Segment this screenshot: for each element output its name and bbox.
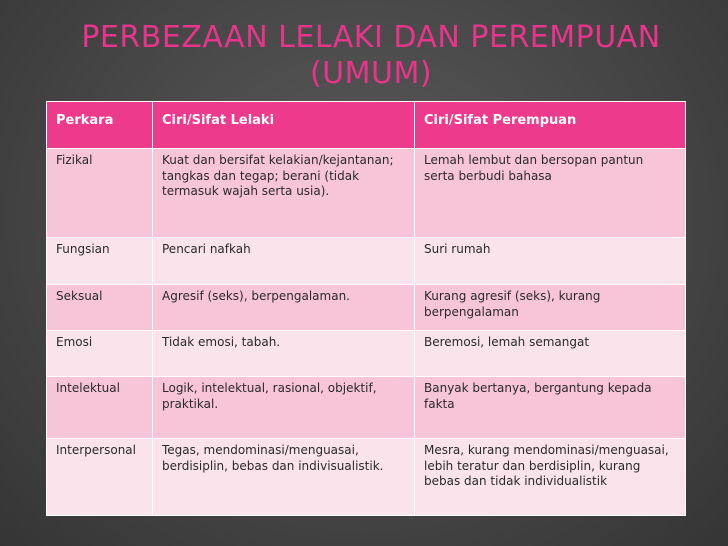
- cell-perkara: Intelektual: [47, 377, 153, 439]
- cell-perempuan: Banyak bertanya, bergantung kepada fakta: [415, 377, 686, 439]
- cell-perkara: Interpersonal: [47, 439, 153, 516]
- table-header-row: [47, 102, 686, 149]
- cell-perkara: Fungsian: [47, 238, 153, 285]
- cell-lelaki: Pencari nafkah: [153, 238, 415, 285]
- comparison-table-container: [46, 101, 685, 516]
- cell-lelaki: Agresif (seks), berpengalaman.: [153, 285, 415, 331]
- cell-perempuan: Beremosi, lemah semangat: [415, 331, 686, 377]
- slide-title: PERBEZAAN LELAKI DAN PEREMPUAN (UMUM): [81, 20, 661, 91]
- cell-lelaki: Logik, intelektual, rasional, objektif, praktikal.: [153, 377, 415, 439]
- table-row: [47, 439, 686, 516]
- header-perkara: Perkara: [47, 102, 153, 149]
- cell-lelaki: Tidak emosi, tabah.: [153, 331, 415, 377]
- header-ciri-perempuan: Ciri/Sifat Perempuan: [415, 102, 686, 149]
- cell-lelaki: Tegas, mendominasi/menguasai, berdisiplin, bebas dan indivisualistik.: [153, 439, 415, 516]
- header-ciri-lelaki: Ciri/Sifat Lelaki: [153, 102, 415, 149]
- cell-lelaki: Kuat dan bersifat kelakian/kejantanan; tangkas dan tegap; berani (tidak termasuk wajah serta usia).: [153, 149, 415, 238]
- table-row: [47, 377, 686, 439]
- table-row: [47, 149, 686, 238]
- comparison-table: [46, 101, 686, 516]
- cell-perempuan: Mesra, kurang mendominasi/menguasai, lebih teratur dan berdisiplin, kurang bebas dan tidak individualistik: [415, 439, 686, 516]
- table-row: [47, 285, 686, 331]
- table-row: [47, 331, 686, 377]
- cell-perkara: Seksual: [47, 285, 153, 331]
- table-row: [47, 238, 686, 285]
- cell-perempuan: Suri rumah: [415, 238, 686, 285]
- cell-perkara: Fizikal: [47, 149, 153, 238]
- cell-perempuan: Kurang agresif (seks), kurang berpengalaman: [415, 285, 686, 331]
- cell-perempuan: Lemah lembut dan bersopan pantun serta berbudi bahasa: [415, 149, 686, 238]
- cell-perkara: Emosi: [47, 331, 153, 377]
